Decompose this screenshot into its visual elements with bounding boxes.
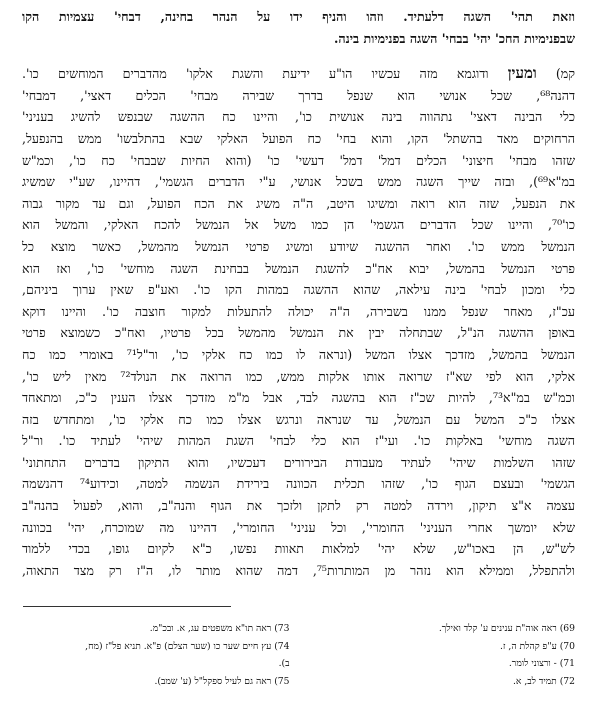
body-line: השגה מוחשי' באלקות כו'. ועי"ז הוא כלי לבחי' השגת המהות שיהי' לעתיד כו'. ור"ל [22,433,575,449]
body-text [22,85,575,582]
footnote: 71) - ורצוני לומר. [508,658,575,669]
body-line: הנמשל בהמשל, מזדכך אצלו המשל (ונראה לו כמו כח אלקי כו', ור"ל⁷¹ באומרי כמו כח [22,346,575,362]
footnote-divider [23,606,231,607]
body-line: במ"א⁶⁹), ובזה שייך השגה ממש בשכל אנושי, ע"י הדברים הגשמי', דהיינו, שע"י שמשיג [22,174,575,190]
body-line: עצמה א"צ תיקון, וירדה למטה רק לתקן ולזכך את הגוף והנה"ב, והוא, לפעול בהנה"ב [22,498,575,514]
footnote: 69) ראה אוה"ת ענינים ע' קלד ואילך. [438,623,575,634]
body-line: שלא יומשך אחרי העניני' החומרי', וכל עניני' החומרי', דהיינו מה שמוכרח, יהי' בכוונה [22,519,575,535]
body-line: ולהתפלל, וממילא הוא נזהר מן המותרות⁷⁵, דמה שהוא מותר לו, ה"ז רק מצד התאוה, [22,562,575,578]
body-line: הנמשל ממש כו'. ואחר ההשגה שיודע ומשיג פרטי הנמשל מהמשל, כאשר מוצא כל [22,238,575,254]
section-first-line-text: ודוגמא מזה עכשיו הו"ע ידיעת והשגת אלקו' מהדברים המוחשים כו'. [22,66,489,82]
footnotes-column-right [308,620,576,690]
footnote: 73) ראה תו"א משפטים עג, א. ובכ"מ. [149,623,290,634]
body-line: דהנה⁶⁸, שכל אנושי הוא שנפל בדרך שבירה מבחי' הכלים דאצי', דמבחי' [22,87,575,103]
footnote: 75) ראה גם לעיל ספקל"ל (ע' שמב). [154,675,290,687]
body-line: עכ"ז, מאחר שנפל ממנו בשבירה, ה"ה יכולה להתעלות למקור חוצבה כו'. והיינו דוקא [22,303,575,319]
body-line: פרטי הנמשל בהמשל, יבוא אח"כ להשגת הנמשל בבחינת השגה מוחשי' כו', ואז הוא [22,260,575,276]
body-line: אלקי, הוא לפי שא"ז שרואה אותו אלקות ממש, כמו הרואה את הנולד⁷² מאין ליש כו', [22,368,575,384]
footnotes [22,620,575,690]
body-line: הגשמי' ובעצם הגוף כו', שזהו תכלית הכוונה בירידת הנשמה למטה, וכידוע⁷⁴ דהנשמה [22,476,575,492]
body-line: כלי ומכון לבחי' בינה עילאה, שהוא ההשגה במהות הקו כו'. ואע"פ שאין ערוך ביניהם, [22,282,575,298]
footnote: ב). [278,658,290,669]
body-line: באופן ההשגה הנ"ל, שבתחלה יבין את הנמשל מהמשל בכל פרטיו, ואח"כ כשמוצא פרטי [22,325,575,341]
body-line: הרחוקים מאד בהשתל' הקו, והוא בחי' כח הפועל האלקי שבא בהתלבשו' ממש בהנפעל, [22,130,575,146]
footnote: 74) עץ חיים שער כו (שער הצלם) פ"א. תניא פל"ז (מח, [85,640,290,652]
top-line-1: וזאת תהי' השגה דלעתיד. וזהו והניף ידו על הנהר בחינה, דבחי' עצמיות הקו [22,9,575,24]
body-line: שזהו השלמות שיהי' לעתיד מעבודת הבירורים דעכשיו, והוא התיקון בדברים התחתוני' [22,454,575,470]
body-line: כו'⁷⁰, והיינו שכל הדברים הגשמי' הן כמו משל אל הנמשל להכח האלקי, והמשל הוא [22,217,575,233]
footnotes-column-left [22,620,308,690]
paragraph-gap [22,49,575,63]
body-line: אצלו כ"כ המשל עם הנמשל, עד שנראה ונרגש אצלו כמו כח אלקי כו', ומתחדש בזה [22,411,575,427]
section-number: קמ) [555,66,575,82]
body-line: את הנפעל, שזה הוא רואה ומשיגו היטב, ה"ה משיג את הכח הפועל, וגם עד מקור גבוה [22,195,575,211]
footnote: 70) ע"פ קהלת ה, ז. [500,640,575,652]
body-line: כלי הבינה דאצי' נתהווה בינה אנושית כו', והיינו כח ההשגה שבנפש להשיג בעניני' [22,109,575,125]
section-lead-word: ומעין [507,64,537,83]
section-first-line [22,63,575,85]
body-line: לש"ש, הן באכו"ש, שלא יהי' למלאות תאוות נפשו, כ"א לקיום גופו, בכדי ללמוד [22,541,575,557]
footnote: 72) תמיד לב, א. [512,675,575,687]
body-line: וכמ"ש במ"א⁷³, להיות שכ"ז הוא בהשגה לבד, אבל מ"מ מזדכך אצלו הענין כ"כ, ומתאחד [22,390,575,406]
body-line: שזהו מבחי' חיצוני' הכלים דמל' דמל' דעשי' כו' (והוא החיות שבבחי' כח כו', וכמ"ש [22,152,575,168]
top-line-2: שבפנימיות החכ' יהי' בבחי' השגה בפנימיות בינה. [333,30,575,46]
